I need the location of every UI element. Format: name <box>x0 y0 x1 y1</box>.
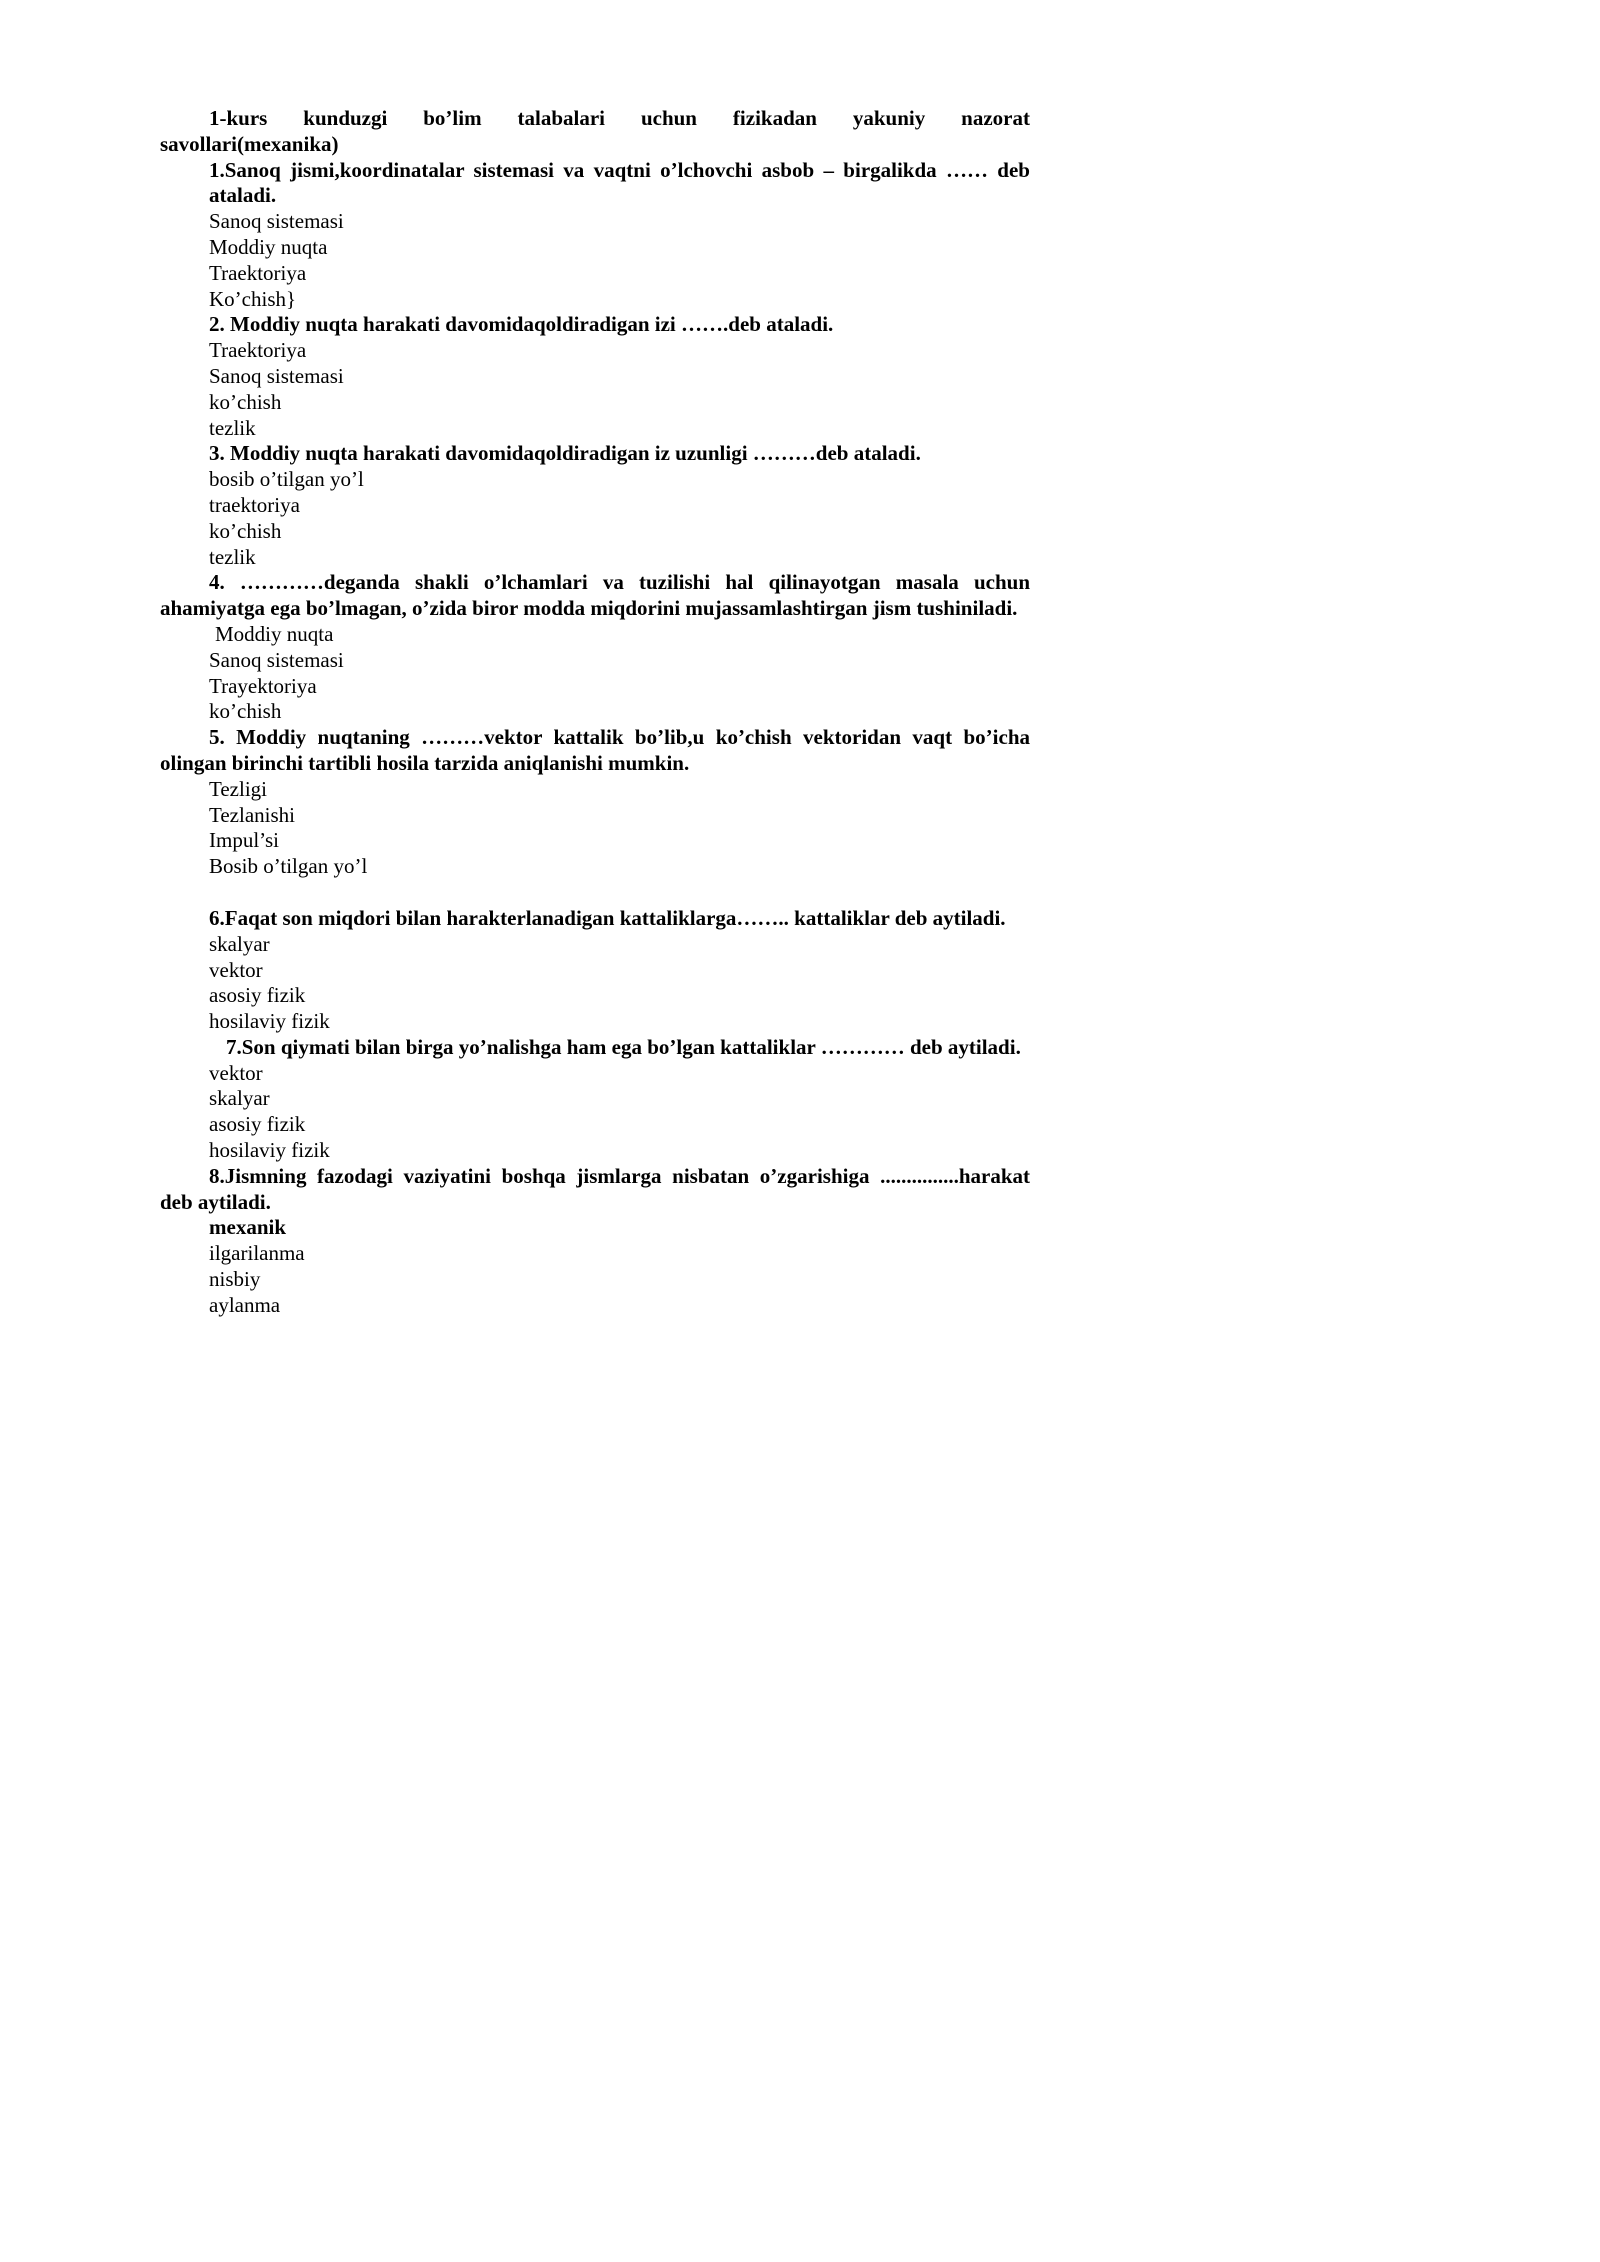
option-8c: nisbiy <box>209 1267 261 1292</box>
option-5a: Tezligi <box>209 776 268 801</box>
question-text: 8.Jismning fazodagi vaziyatini boshqa jismlarga nisbatan o’zgarishiga ...............harakat deb aytiladi. <box>160 1163 1030 1214</box>
option-2c: ko’chish <box>209 389 282 414</box>
option-8b: ilgarilanma <box>209 1241 305 1266</box>
question-text: 3. Moddiy nuqta harakati davomidaqoldiradigan iz uzunligi ………deb ataladi. <box>209 441 921 466</box>
question-text: 2. Moddiy nuqta harakati davomidaqoldiradigan izi …….deb ataladi. <box>209 312 834 337</box>
option-1b: Moddiy nuqta <box>209 234 328 259</box>
option-3b: traektoriya <box>209 492 300 517</box>
question-3 <box>160 441 1030 467</box>
option-4c: Trayektoriya <box>209 673 317 698</box>
option-4a: Moddiy nuqta <box>215 621 334 646</box>
document-heading <box>160 106 1030 132</box>
question-text: 6.Faqat son miqdori bilan harakterlanadigan kattaliklarga…….. kattaliklar deb aytiladi. <box>209 905 1006 930</box>
question-text: 1.Sanoq jismi,koordinatalar sistemasi va vaqtni o’lchovchi asbob – birgalikda …… deb ataladi. <box>209 157 1030 208</box>
question-text: 5. Moddiy nuqtaning ………vektor kattalik bo’lib,u ko’chish vektoridan vaqt bo’icha olingan birinchi tartibli hosila tarzida aniqlanishi mumkin. <box>160 725 1030 775</box>
question-1 <box>209 158 1030 210</box>
option-7d: hosilaviy fizik <box>209 1138 330 1163</box>
option-6a: skalyar <box>209 931 270 956</box>
heading-line-2: savollari(mexanika) <box>160 131 339 156</box>
option-7b: skalyar <box>209 1086 270 1111</box>
question-6 <box>160 906 1030 932</box>
option-1d: Ko’chish} <box>209 286 297 311</box>
option-4b: Sanoq sistemasi <box>209 647 344 672</box>
option-1a: Sanoq sistemasi <box>209 209 344 234</box>
option-3c: ko’chish <box>209 518 282 543</box>
option-6d: hosilaviy fizik <box>209 1009 330 1034</box>
option-2d: tezlik <box>209 415 256 440</box>
option-7c: asosiy fizik <box>209 1112 306 1137</box>
option-8a: mexanik <box>209 1215 287 1240</box>
option-3a: bosib o’tilgan yo’l <box>209 467 364 492</box>
option-8d: aylanma <box>209 1292 281 1317</box>
option-1c: Traektoriya <box>209 260 307 285</box>
option-2a: Traektoriya <box>209 338 307 363</box>
option-4d: ko’chish <box>209 699 282 724</box>
heading-line-1: 1-kurs kunduzgi bo’lim talabalari uchun fizikadan yakuniy nazorat <box>209 106 1030 130</box>
question-2 <box>160 312 1030 338</box>
option-7a: vektor <box>209 1060 263 1085</box>
document-page <box>160 106 1030 1319</box>
question-text: 7.Son qiymati bilan birga yo’nalishga ham ega bo’lgan kattaliklar ………… deb aytiladi. <box>226 1034 1021 1059</box>
document-heading-cont <box>160 132 1030 158</box>
option-6b: vektor <box>209 957 263 982</box>
question-text: 4. …………deganda shakli o’lchamlari va tuzilishi hal qilinayotgan masala uchun ahamiyatga ega bo’lmagan, o’zida biror modda miqdorini mujassamlashtirgan jism tushiniladi. <box>160 570 1030 621</box>
question-7 <box>160 1035 1030 1061</box>
question-8 <box>160 1164 1030 1216</box>
option-3d: tezlik <box>209 544 256 569</box>
option-5d: Bosib o’tilgan yo’l <box>209 854 368 879</box>
option-6c: asosiy fizik <box>209 983 306 1008</box>
option-5c: Impul’si <box>209 828 280 853</box>
question-4 <box>160 570 1030 622</box>
option-2b: Sanoq sistemasi <box>209 363 344 388</box>
blank-line <box>160 880 1030 906</box>
question-5 <box>160 725 1030 777</box>
option-5b: Tezlanishi <box>209 802 295 827</box>
